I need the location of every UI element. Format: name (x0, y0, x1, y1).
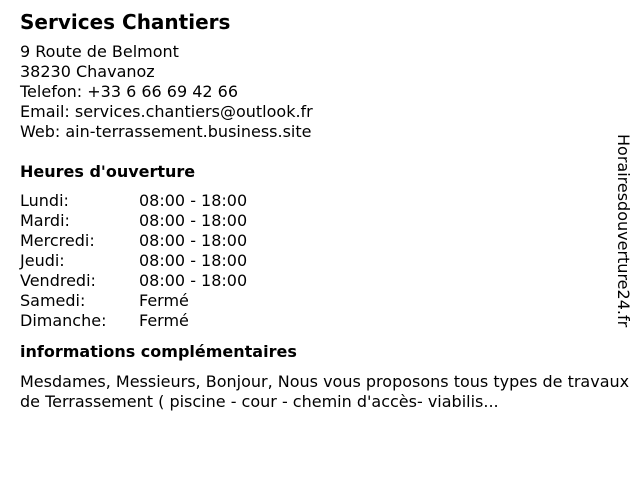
hours-time: 08:00 - 18:00 (139, 251, 248, 270)
hours-row-saturday (20, 291, 632, 311)
hours-row-monday (20, 191, 632, 211)
hours-day: Mercredi: (20, 231, 95, 250)
hours-time: 08:00 - 18:00 (139, 231, 248, 250)
hours-heading: Heures d'ouverture (20, 162, 196, 181)
hours-day: Lundi: (20, 191, 69, 210)
hours-day: Vendredi: (20, 271, 96, 290)
address-line-1: 9 Route de Belmont (20, 42, 179, 61)
web-text: Web: ain-terrassement.business.site (20, 122, 312, 141)
hours-day: Samedi: (20, 291, 86, 310)
email-text: Email: services.chantiers@outlook.fr (20, 102, 313, 121)
hours-day: Mardi: (20, 211, 70, 230)
business-card (20, 9, 632, 412)
hours-time: 08:00 - 18:00 (139, 271, 248, 290)
phone-text: Telefon: +33 6 66 69 42 66 (20, 82, 239, 101)
hours-time: 08:00 - 18:00 (139, 211, 248, 230)
hours-time: Fermé (139, 291, 189, 310)
business-name: Services Chantiers (20, 10, 231, 34)
site-watermark: Horairesdouverture24.fr (614, 134, 633, 328)
hours-row-friday (20, 271, 632, 291)
info-heading: informations complémentaires (20, 342, 297, 361)
hours-table (20, 191, 632, 331)
hours-row-wednesday (20, 231, 632, 251)
hours-row-thursday (20, 251, 632, 271)
hours-day: Dimanche: (20, 311, 107, 330)
hours-day: Jeudi: (20, 251, 65, 270)
hours-row-sunday (20, 311, 632, 331)
hours-row-tuesday (20, 211, 632, 231)
hours-time: Fermé (139, 311, 189, 330)
info-description: Mesdames, Messieurs, Bonjour, Nous vous proposons tous types de travaux de Terrassement ( piscine - cour - chemin d'accès- viabilis... (20, 372, 630, 411)
hours-time: 08:00 - 18:00 (139, 191, 248, 210)
address-line-2: 38230 Chavanoz (20, 62, 155, 81)
